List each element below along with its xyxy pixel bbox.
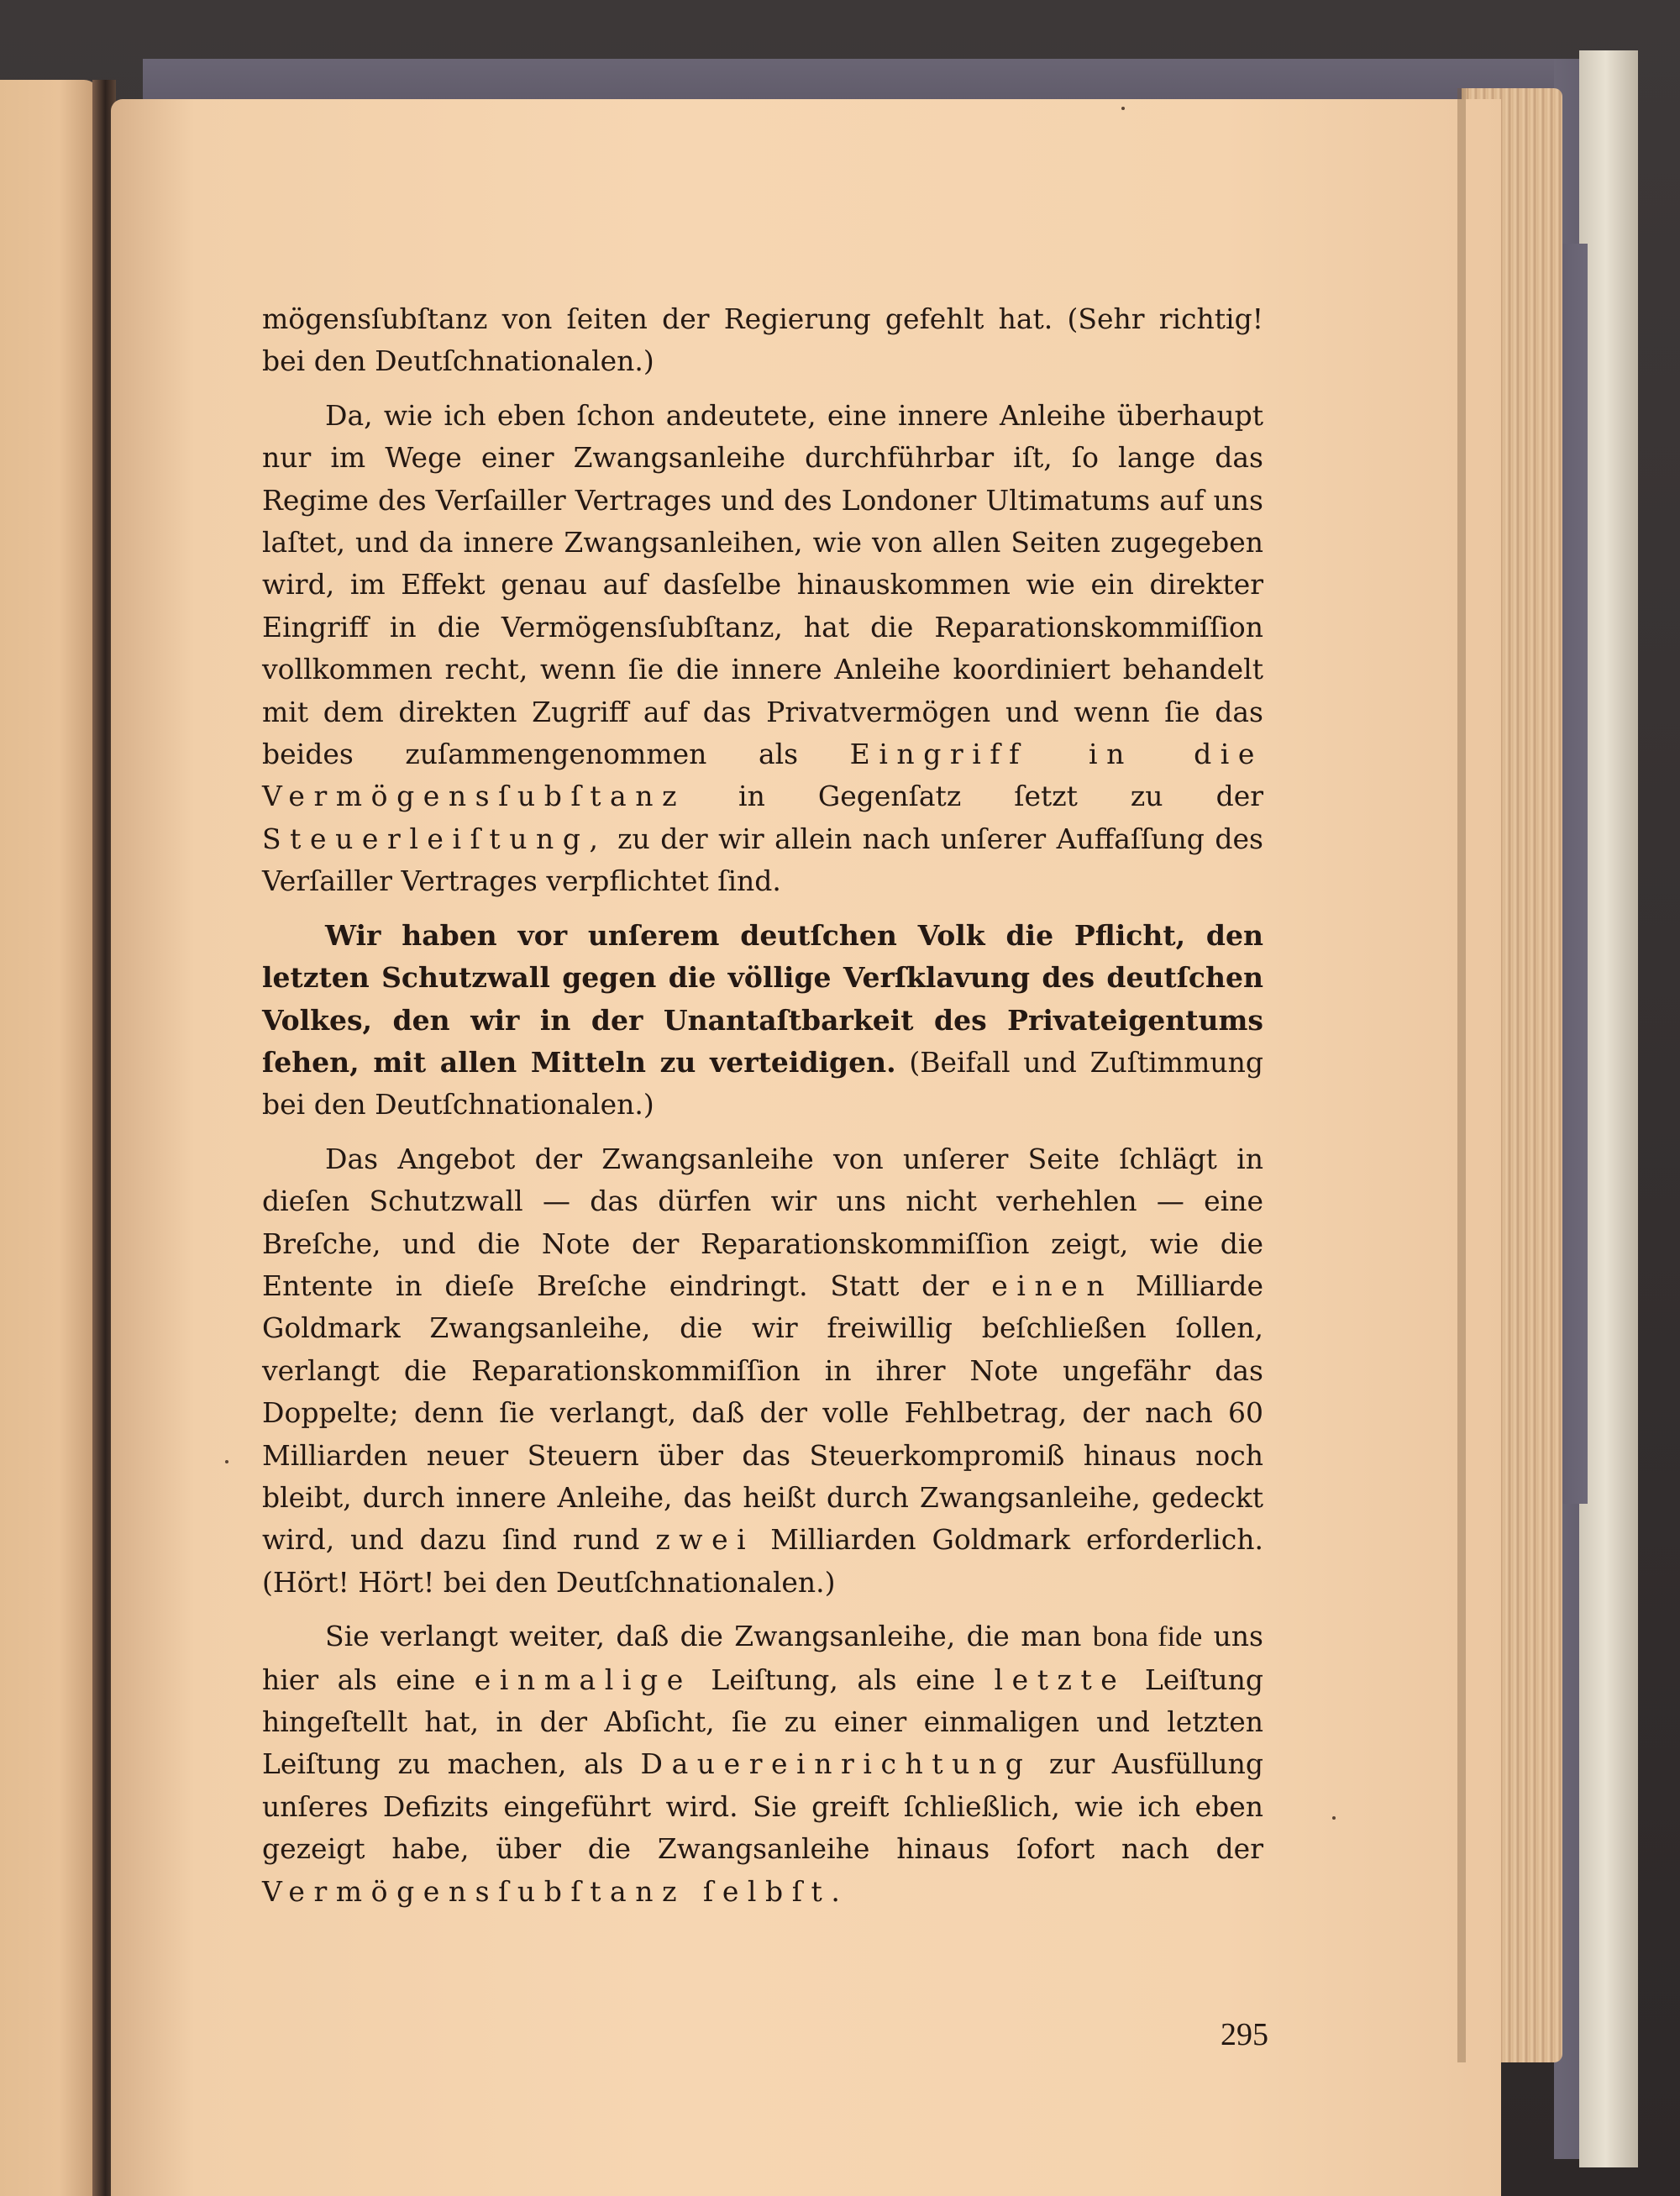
paragraph-4-text-3: Milliarden Goldmark erforderlich. (Hört! Hört! bei den Deutſchnationalen.) — [262, 1523, 1263, 1599]
paper-speck — [225, 1460, 228, 1463]
paragraph-4 — [262, 1138, 1263, 1604]
spaced-emphasis: Vermögensſubſtanz ſelbſt. — [262, 1874, 849, 1908]
spaced-emphasis: Steuerleiſtung, — [262, 822, 607, 855]
paragraph-5-text-4: Leiſtung hingeſtellt hat, in der Abſicht, ſie zu einer einmaligen und letzten Leiſtung zu machen, als — [262, 1663, 1263, 1781]
spaced-emphasis: letzte — [994, 1663, 1126, 1696]
spaced-emphasis: einen — [991, 1269, 1114, 1302]
paragraph-5-text: Sie verlangt weiter, daß die Zwangsanleihe, die man — [325, 1620, 1082, 1653]
cover-binding-edge — [1579, 50, 1638, 2167]
paragraph-2-text-3: zu der wir allein nach unſerer Auffaſſung des Verſailler Vertrages verpflichtet ſind. — [262, 822, 1263, 898]
paragraph-2 — [262, 395, 1263, 903]
paragraph-2-text-2: in Gegenſatz ſetzt zu der — [738, 780, 1263, 813]
paragraph-4-text-2: Milliarde Goldmark Zwangsanleihe, die wir freiwillig beſchließen ſollen, verlangt die Reparationskommiſſion in ihrer Note ungefähr das Doppelte; denn ſie verlangt, daß der volle Fehlbetrag, der nach 60 Milliarden neuer Steuern über das Steuerkompromiß hinaus noch bleibt, durch innere Anleihe, das heißt durch Zwangsanleihe, gedeckt wird, und dazu ſind rund — [262, 1269, 1263, 1557]
paragraph-5-text-3: Leiſtung, als eine — [711, 1663, 975, 1696]
paragraph-1 — [262, 298, 1263, 383]
paragraph-1-text: mögensſubſtanz von ſeiten der Regierung gefehlt hat. (Sehr richtig! bei den Deutſchnationalen.) — [262, 302, 1263, 378]
spaced-emphasis: Dauereinrichtung — [640, 1747, 1032, 1781]
paragraph-5-text-2: uns hier als eine — [262, 1620, 1263, 1696]
paragraph-3 — [262, 915, 1263, 1127]
page-edge-shadow — [1457, 88, 1466, 2062]
paragraph-5-text-5: zur Ausfüllung unſeres Defizits eingeführt wird. Sie greift ſchließlich, wie ich eben gezeigt habe, über die Zwangsanleihe hinaus ſofort nach der — [262, 1747, 1263, 1866]
paragraph-4-text: Das Angebot der Zwangsanleihe von unſerer Seite ſchlägt in dieſen Schutzwall — das dürfen wir uns nicht verhehlen — eine Breſche, und die Note der Reparationskommiſſion zeigt, wie die Entente in dieſe Breſche eindringt. Statt der — [262, 1142, 1263, 1302]
paragraph-5 — [262, 1615, 1263, 1913]
spaced-emphasis: zwei — [655, 1523, 755, 1557]
spaced-emphasis: einmalige — [474, 1663, 692, 1696]
bold-statement: Wir haben vor unſerem deutſchen Volk die Pflicht, den letzten Schutzwall gegen die völlige Verſklavung des deutſchen Volkes, den wir in der Unantaſtbarkeit des Privateigentums ſehen, mit allen Mitteln zu verteidigen. — [262, 918, 1263, 1079]
left-page — [0, 80, 99, 2196]
paper-speck — [1121, 107, 1125, 110]
paper-speck — [1332, 1816, 1336, 1820]
spaced-emphasis: Eingriff in die Vermögensſubſtanz — [262, 738, 1263, 813]
paragraph-3-text: (Beifall und Zuſtimmung bei den Deutſchnationalen.) — [262, 1045, 1263, 1122]
body-text — [262, 298, 1263, 1925]
page-number: 295 — [1221, 2017, 1268, 2052]
paragraph-2-text: Da, wie ich eben ſchon andeutete, eine innere Anleihe überhaupt nur im Wege einer Zwangsanleihe durchführbar iſt, ſo lange das Regime des Verſailler Vertrages und des Londoner Ultimatums auf uns laſtet, und da innere Zwangsanleihen, wie von allen Seiten zugegeben wird, im Effekt genau auf dasſelbe hinauskommen wie ein direkter Eingriff in die Vermögensſubſtanz, hat die Reparationskommiſſion vollkommen recht, wenn ſie die innere Anleihe koordiniert behandelt mit dem direkten Zugriff auf das Privatvermögen und wenn ſie das beides zuſammengenommen als — [262, 398, 1263, 771]
latin-phrase: bona fide — [1092, 1621, 1203, 1653]
